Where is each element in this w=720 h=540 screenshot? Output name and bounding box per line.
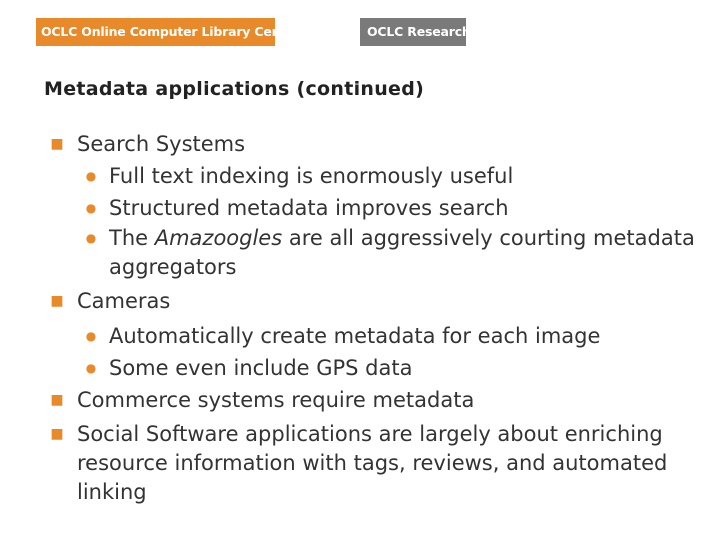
list-item-cameras [0,285,620,317]
dot-bullet-icon: ● [85,231,97,245]
bullet-list [0,128,720,507]
dot-bullet-icon: ● [85,169,97,183]
square-bullet-icon: ■ [50,392,64,408]
sub-item-text-pre: The [109,226,155,250]
sub-item-text-post: are all aggressively courting metadata aggregators [109,226,695,279]
oclc-logo: OCLC Online Computer Library Center [36,18,275,46]
sub-item-text: Full text indexing is enormously useful [109,164,514,188]
square-bullet-icon: ■ [50,293,64,309]
list-item-search-systems [0,128,620,160]
list-item-commerce [0,384,620,416]
sub-item [0,224,700,282]
square-bullet-icon: ■ [50,136,64,152]
square-bullet-icon: ■ [50,426,64,442]
dot-bullet-icon: ● [85,329,97,343]
dot-bullet-icon: ● [85,361,97,375]
sub-item-text: Structured metadata improves search [109,196,509,220]
list-item-social-software [0,420,700,507]
sub-item-text-emphasis: Amazoogles [154,226,283,250]
oclc-research-logo: OCLC Research [360,18,466,46]
dot-bullet-icon: ● [85,201,97,215]
list-item-text: Search Systems [77,132,246,156]
sub-item [0,352,700,384]
sub-item [0,320,700,352]
sub-item [0,192,700,224]
list-item-text: Cameras [77,289,171,313]
sub-item-text: Automatically create metadata for each image [109,324,601,348]
list-item-text: Social Software applications are largely about enriching resource information with tags, reviews, and automated linking [77,422,668,504]
slide-title: Metadata applications (continued) [44,78,425,100]
sub-item-text: Some even include GPS data [109,356,413,380]
sub-item [0,160,700,192]
list-item-text: Commerce systems require metadata [77,388,475,412]
